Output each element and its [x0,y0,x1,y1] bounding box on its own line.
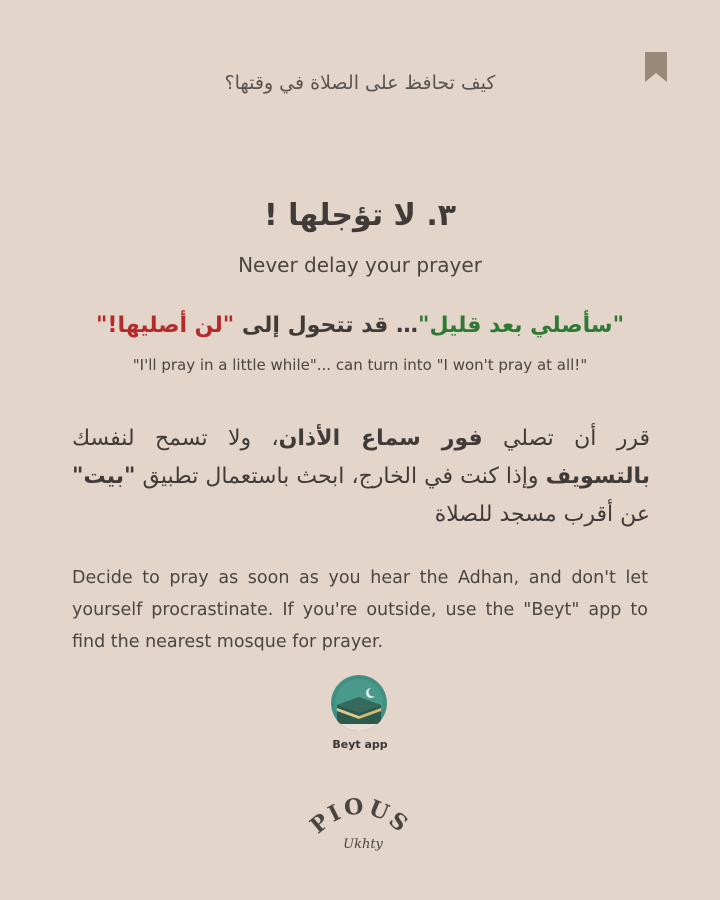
quote-arabic [0,313,720,338]
para-ar-s2: ، ولا تسمح لنفسك [72,426,279,451]
para-ar-bold2: بالتسويف [545,464,650,489]
section-title-arabic: ٣. لا تؤجلها ! [263,198,457,233]
svg-text:PIOUS [305,793,415,839]
para-ar-s3: وإذا كنت في الخارج، ابحث باستعمال تطبيق [135,464,546,489]
para-ar-s1: قرر أن تصلي [482,426,650,451]
section-title-english: Never delay your prayer [238,253,482,277]
quote-part-middle: … قد تتحول إلى [234,313,418,338]
para-ar-bold1: فور سماع الأذان [278,426,483,451]
para-ar-s4: عن أقرب مسجد للصلاة [434,502,650,527]
quote-part-red: "لن أصليها!" [95,313,235,338]
paragraph-arabic [72,420,650,534]
kaaba-app-icon[interactable] [331,675,387,731]
logo-text: PIOUS [305,793,415,840]
quote-part-green: "سأصلي بعد قليل" [418,313,625,338]
logo-script: Ukhty [343,837,383,852]
paragraph-english: Decide to pray as soon as you hear the Adhan, and don't let yourself procrastinate. If you're outside, use the "Beyt" app to find the nearest mosque for prayer. [72,568,648,652]
pious-ukhty-logo [305,790,415,870]
quote-english: "I'll pray in a little while"... can turn into "I won't pray at all!" [132,356,588,374]
header-question: كيف تحافظ على الصلاة في وقتها؟ [224,72,496,94]
app-label: Beyt app [332,738,388,751]
para-ar-bold3: "بيت" [72,464,136,489]
